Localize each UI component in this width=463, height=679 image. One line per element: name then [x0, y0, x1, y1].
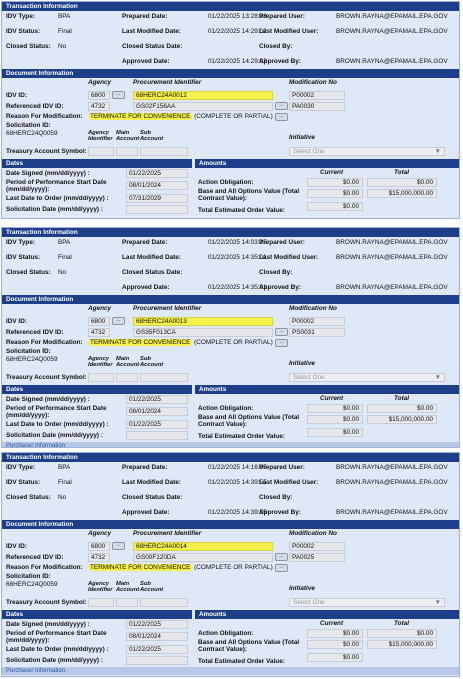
period-of-performance-label: Period of Performance Start Date (mm/dd/yyyy): — [6, 179, 107, 193]
last-modified-user-value: BROWN.RAYNA@EPAMAIL.EPA.GOV — [336, 254, 448, 261]
last-modified-user-label: Last Modified User: — [259, 254, 319, 261]
base-current-field[interactable]: $0.00 — [307, 640, 363, 649]
referenced-idv-lookup-button[interactable]: ... — [275, 328, 288, 336]
treasury-account-symbol-label: Treasury Account Symbol: — [6, 599, 87, 606]
closed-by-label: Closed By: — [259, 494, 293, 501]
idv-id-label: IDV ID: — [6, 92, 27, 99]
solicitation-date-field[interactable] — [126, 205, 188, 214]
base-and-all-options-label: Base and All Options Value (Total Contract Value): — [198, 639, 300, 653]
period-start-field[interactable]: 08/01/2024 — [126, 181, 188, 190]
referenced-idv-id-label: Referenced IDV ID: — [6, 103, 64, 110]
last-modified-user-label: Last Modified User: — [259, 28, 319, 35]
dates-header: Dates — [2, 610, 192, 619]
initiative-header: Initiative — [289, 585, 315, 592]
date-signed-field[interactable]: 01/22/2025 — [126, 395, 188, 404]
referenced-modification-no-field[interactable]: PA0030 — [289, 102, 345, 111]
prepared-user-value: BROWN.RAYNA@EPAMAIL.EPA.GOV — [336, 239, 448, 246]
sub-account-header: Sub Account — [140, 130, 164, 142]
prepared-date-label: Prepared Date: — [122, 13, 168, 20]
solicitation-date-label: Solicitation Date (mm/dd/yyyy) : — [6, 657, 103, 664]
main-account-field[interactable] — [116, 147, 138, 156]
period-of-performance-label: Period of Performance Start Date (mm/dd/yyyy): — [6, 405, 107, 419]
solicitation-date-label: Solicitation Date (mm/dd/yyyy) : — [6, 432, 103, 439]
prepared-user-value: BROWN.RAYNA@EPAMAIL.EPA.GOV — [336, 13, 448, 20]
prepared-date-label: Prepared Date: — [122, 239, 168, 246]
period-start-field[interactable]: 08/01/2024 — [126, 632, 188, 641]
total-estimated-order-value-field[interactable]: $0.00 — [307, 653, 363, 662]
referenced-modification-no-field[interactable]: PS0031 — [289, 328, 345, 337]
last-date-to-order-label: Last Date to Order (mm/dd/yyyy) : — [6, 421, 109, 428]
reason-highlight-text: TERMINATE FOR CONVENIENCE — [90, 564, 191, 571]
modification-no-field[interactable]: P00002 — [289, 317, 345, 326]
procurement-identifier-field[interactable]: 68HERC24A0014 — [133, 542, 273, 551]
idv-agency-lookup-button[interactable]: ... — [112, 91, 125, 99]
action-obligation-total-field: $0.00 — [367, 629, 437, 638]
prepared-user-label: Prepared User: — [259, 13, 305, 20]
date-signed-field[interactable]: 01/22/2025 — [126, 620, 188, 629]
approved-by-label: Approved By: — [259, 509, 301, 516]
modification-no-field[interactable]: P00002 — [289, 91, 345, 100]
idv-type-label: IDV Type: — [6, 464, 35, 471]
closed-status-value: No — [58, 269, 67, 276]
closed-status-label: Closed Status: — [6, 269, 51, 276]
procurement-identifier-column-header: Procurement Identifier — [133, 530, 202, 537]
period-of-performance-label: Period of Performance Start Date (mm/dd/yyyy): — [6, 630, 107, 644]
document-information-header: Document Information — [2, 520, 459, 529]
reason-for-modification-value — [88, 113, 273, 121]
base-total-field: $15,000,000.00 — [367, 189, 437, 198]
agency-identifier-header: Agency Identifier — [88, 581, 113, 593]
last-modified-date-label: Last Modified Date: — [122, 28, 181, 35]
base-current-field[interactable]: $0.00 — [307, 415, 363, 424]
idv-type-label: IDV Type: — [6, 13, 35, 20]
reason-highlight-text: TERMINATE FOR CONVENIENCE — [90, 339, 191, 346]
reason-rest-text: (COMPLETE OR PARTIAL) — [192, 339, 273, 346]
idv-status-value: Final — [58, 28, 72, 35]
reason-for-modification-label: Reason For Modification: — [6, 339, 83, 346]
prepared-user-label: Prepared User: — [259, 239, 305, 246]
idv-status-label: IDV Status: — [6, 28, 41, 35]
solicitation-id-value: 68HERC24Q0059 — [6, 356, 58, 363]
total-estimated-order-value-field[interactable]: $0.00 — [307, 428, 363, 437]
closed-by-label: Closed By: — [259, 269, 293, 276]
idv-id-label: IDV ID: — [6, 318, 27, 325]
procurement-identifier-field[interactable]: 68HERC24A0012 — [133, 91, 273, 100]
solicitation-id-label: Solicitation ID: — [6, 573, 51, 580]
idv-type-value: BPA — [58, 464, 71, 471]
procurement-identifier-column-header: Procurement Identifier — [133, 305, 202, 312]
main-account-field[interactable] — [116, 598, 138, 607]
referenced-idv-id-label: Referenced IDV ID: — [6, 554, 64, 561]
last-date-to-order-field[interactable]: 07/31/2029 — [126, 194, 188, 203]
referenced-agency-field[interactable]: 4732 — [88, 553, 110, 562]
treasury-account-symbol-label: Treasury Account Symbol: — [6, 148, 87, 155]
chevron-down-icon: ▼ — [434, 599, 441, 606]
initiative-select-value: Select One — [293, 374, 325, 381]
last-modified-date-label: Last Modified Date: — [122, 479, 181, 486]
total-estimated-order-value-field[interactable]: $0.00 — [307, 202, 363, 211]
purchaser-information-link[interactable]: Purchaser Information — [2, 667, 459, 675]
prepared-date-value: 01/22/2025 13:28:53 — [208, 13, 267, 20]
transaction-record — [1, 227, 460, 448]
approved-date-label: Approved Date: — [122, 284, 170, 291]
referenced-idv-lookup-button[interactable]: ... — [275, 102, 288, 110]
agency-identifier-field[interactable] — [88, 598, 114, 607]
main-account-field[interactable] — [116, 373, 138, 382]
last-date-to-order-field[interactable]: 01/22/2025 — [126, 420, 188, 429]
date-signed-label: Date Signed (mm/dd/yyyy) : — [6, 170, 90, 177]
idv-status-label: IDV Status: — [6, 479, 41, 486]
closed-status-value: No — [58, 494, 67, 501]
referenced-procurement-identifier-field[interactable]: GS02F156AA — [133, 102, 273, 111]
agency-column-header: Agency — [88, 79, 112, 86]
dates-header: Dates — [2, 385, 192, 394]
base-current-field[interactable]: $0.00 — [307, 189, 363, 198]
current-column-header: Current — [320, 620, 344, 627]
total-estimated-order-value-label: Total Estimated Order Value: — [198, 207, 285, 214]
prepared-date-value: 01/22/2025 14:16:55 — [208, 464, 267, 471]
closed-status-label: Closed Status: — [6, 43, 51, 50]
closed-status-label: Closed Status: — [6, 494, 51, 501]
initiative-select-value: Select One — [293, 148, 325, 155]
initiative-select[interactable] — [289, 598, 445, 607]
base-total-field: $15,000,000.00 — [367, 640, 437, 649]
referenced-procurement-identifier-field[interactable]: GS00F120DA — [133, 553, 273, 562]
reason-for-modification-value — [88, 339, 273, 347]
approved-date-label: Approved Date: — [122, 58, 170, 65]
solicitation-date-field[interactable] — [126, 431, 188, 440]
sub-account-header: Sub Account — [140, 356, 164, 368]
approved-date-value: 01/22/2025 14:35:01 — [208, 284, 267, 291]
idv-agency-field[interactable]: 6800 — [88, 542, 110, 551]
initiative-select[interactable] — [289, 373, 445, 382]
approved-date-value: 01/22/2025 14:39:55 — [208, 509, 267, 516]
reason-highlight-text: TERMINATE FOR CONVENIENCE — [90, 113, 191, 120]
main-account-header: Main Account — [116, 130, 140, 142]
modification-no-field[interactable]: P00002 — [289, 542, 345, 551]
total-column-header: Total — [394, 395, 410, 402]
total-column-header: Total — [394, 620, 410, 627]
amounts-header: Amounts — [195, 159, 460, 168]
date-signed-field[interactable]: 01/22/2025 — [126, 169, 188, 178]
last-modified-date-value: 01/22/2025 14:35:01 — [208, 254, 267, 261]
prepared-date-label: Prepared Date: — [122, 464, 168, 471]
action-obligation-label: Action Obligation: — [198, 179, 254, 186]
transaction-information-header: Transaction Information — [2, 2, 459, 11]
last-modified-date-value: 01/22/2025 14:39:55 — [208, 479, 267, 486]
period-start-field[interactable]: 08/01/2024 — [126, 407, 188, 416]
last-date-to-order-label: Last Date to Order (mm/dd/yyyy) : — [6, 646, 109, 653]
action-obligation-label: Action Obligation: — [198, 405, 254, 412]
action-obligation-total-field: $0.00 — [367, 178, 437, 187]
sub-account-field[interactable] — [140, 373, 188, 382]
approved-by-value: BROWN.RAYNA@EPAMAIL.EPA.GOV — [336, 284, 448, 291]
initiative-header: Initiative — [289, 360, 315, 367]
agency-identifier-header: Agency Identifier — [88, 356, 113, 368]
procurement-identifier-field[interactable]: 68HERC24A0013 — [133, 317, 273, 326]
action-obligation-current-field[interactable]: $0.00 — [307, 629, 363, 638]
closed-status-date-label: Closed Status Date: — [122, 494, 183, 501]
reason-rest-text: (COMPLETE OR PARTIAL) — [192, 564, 273, 571]
main-account-header: Main Account — [116, 356, 140, 368]
idv-status-label: IDV Status: — [6, 254, 41, 261]
closed-by-label: Closed By: — [259, 43, 293, 50]
last-date-to-order-label: Last Date to Order (mm/dd/yyyy) : — [6, 195, 109, 202]
approved-by-label: Approved By: — [259, 284, 301, 291]
last-modified-user-value: BROWN.RAYNA@EPAMAIL.EPA.GOV — [336, 28, 448, 35]
initiative-select-value: Select One — [293, 599, 325, 606]
sub-account-field[interactable] — [140, 598, 188, 607]
last-modified-user-value: BROWN.RAYNA@EPAMAIL.EPA.GOV — [336, 479, 448, 486]
dates-header: Dates — [2, 159, 192, 168]
total-column-header: Total — [394, 169, 410, 176]
agency-identifier-field[interactable] — [88, 147, 114, 156]
approved-by-label: Approved By: — [259, 58, 301, 65]
last-date-to-order-field[interactable]: 01/22/2025 — [126, 645, 188, 654]
approved-date-value: 01/22/2025 14:29:02 — [208, 58, 267, 65]
prepared-user-label: Prepared User: — [259, 464, 305, 471]
solicitation-date-label: Solicitation Date (mm/dd/yyyy) : — [6, 206, 103, 213]
initiative-header: Initiative — [289, 134, 315, 141]
last-modified-date-label: Last Modified Date: — [122, 254, 181, 261]
referenced-agency-field[interactable]: 4732 — [88, 102, 110, 111]
agency-column-header: Agency — [88, 305, 112, 312]
sub-account-header: Sub Account — [140, 581, 164, 593]
solicitation-id-label: Solicitation ID: — [6, 122, 51, 129]
agency-identifier-field[interactable] — [88, 373, 114, 382]
idv-id-label: IDV ID: — [6, 543, 27, 550]
initiative-select[interactable] — [289, 147, 445, 156]
referenced-idv-id-label: Referenced IDV ID: — [6, 329, 64, 336]
base-and-all-options-label: Base and All Options Value (Total Contract Value): — [198, 188, 300, 202]
current-column-header: Current — [320, 169, 344, 176]
solicitation-date-field[interactable] — [126, 656, 188, 665]
current-column-header: Current — [320, 395, 344, 402]
approved-by-value: BROWN.RAYNA@EPAMAIL.EPA.GOV — [336, 58, 448, 65]
purchaser-information-link[interactable]: Purchaser Information — [2, 442, 459, 448]
idv-agency-lookup-button[interactable]: ... — [112, 317, 125, 325]
closed-status-date-label: Closed Status Date: — [122, 43, 183, 50]
referenced-agency-field[interactable]: 4732 — [88, 328, 110, 337]
closed-status-value: No — [58, 43, 67, 50]
main-account-header: Main Account — [116, 581, 140, 593]
referenced-modification-no-field[interactable]: PA0025 — [289, 553, 345, 562]
base-and-all-options-label: Base and All Options Value (Total Contract Value): — [198, 414, 300, 428]
idv-agency-field[interactable]: 6800 — [88, 91, 110, 100]
solicitation-id-label: Solicitation ID: — [6, 348, 51, 355]
prepared-date-value: 01/22/2025 14:03:15 — [208, 239, 267, 246]
idv-status-value: Final — [58, 479, 72, 486]
idv-agency-field[interactable]: 6800 — [88, 317, 110, 326]
reason-lookup-button[interactable]: ... — [275, 339, 288, 347]
total-estimated-order-value-label: Total Estimated Order Value: — [198, 433, 285, 440]
idv-type-value: BPA — [58, 239, 71, 246]
transaction-information-header: Transaction Information — [2, 453, 459, 462]
amounts-header: Amounts — [195, 385, 460, 394]
reason-for-modification-value — [88, 564, 273, 572]
action-obligation-current-field[interactable]: $0.00 — [307, 404, 363, 413]
modification-no-column-header: Modification No — [289, 530, 337, 537]
solicitation-id-value: 68HERC24Q0059 — [6, 581, 58, 588]
reason-for-modification-label: Reason For Modification: — [6, 113, 83, 120]
closed-status-date-label: Closed Status Date: — [122, 269, 183, 276]
action-obligation-label: Action Obligation: — [198, 630, 254, 637]
treasury-account-symbol-label: Treasury Account Symbol: — [6, 374, 87, 381]
transaction-record — [1, 452, 460, 677]
modification-no-column-header: Modification No — [289, 79, 337, 86]
referenced-idv-lookup-button[interactable]: ... — [275, 553, 288, 561]
procurement-identifier-column-header: Procurement Identifier — [133, 79, 202, 86]
chevron-down-icon: ▼ — [434, 374, 441, 381]
solicitation-id-value: 68HERC24Q0059 — [6, 130, 58, 137]
reason-lookup-button[interactable]: ... — [275, 564, 288, 572]
reason-lookup-button[interactable]: ... — [275, 113, 288, 121]
last-modified-date-value: 01/22/2025 14:29:02 — [208, 28, 267, 35]
idv-agency-lookup-button[interactable]: ... — [112, 542, 125, 550]
document-information-header: Document Information — [2, 295, 459, 304]
idv-status-value: Final — [58, 254, 72, 261]
referenced-procurement-identifier-field[interactable]: GS35F013CA — [133, 328, 273, 337]
transaction-record — [1, 1, 460, 219]
idv-type-value: BPA — [58, 13, 71, 20]
agency-identifier-header: Agency Identifier — [88, 130, 113, 142]
modification-no-column-header: Modification No — [289, 305, 337, 312]
amounts-header: Amounts — [195, 610, 460, 619]
date-signed-label: Date Signed (mm/dd/yyyy) : — [6, 621, 90, 628]
idv-type-label: IDV Type: — [6, 239, 35, 246]
reason-rest-text: (COMPLETE OR PARTIAL) — [192, 113, 273, 120]
chevron-down-icon: ▼ — [434, 148, 441, 155]
action-obligation-current-field[interactable]: $0.00 — [307, 178, 363, 187]
sub-account-field[interactable] — [140, 147, 188, 156]
total-estimated-order-value-label: Total Estimated Order Value: — [198, 658, 285, 665]
action-obligation-total-field: $0.00 — [367, 404, 437, 413]
transaction-information-header: Transaction Information — [2, 228, 459, 237]
reason-for-modification-label: Reason For Modification: — [6, 564, 83, 571]
last-modified-user-label: Last Modified User: — [259, 479, 319, 486]
approved-date-label: Approved Date: — [122, 509, 170, 516]
agency-column-header: Agency — [88, 530, 112, 537]
prepared-user-value: BROWN.RAYNA@EPAMAIL.EPA.GOV — [336, 464, 448, 471]
approved-by-value: BROWN.RAYNA@EPAMAIL.EPA.GOV — [336, 509, 448, 516]
date-signed-label: Date Signed (mm/dd/yyyy) : — [6, 396, 90, 403]
document-information-header: Document Information — [2, 69, 459, 78]
base-total-field: $15,000,000.00 — [367, 415, 437, 424]
